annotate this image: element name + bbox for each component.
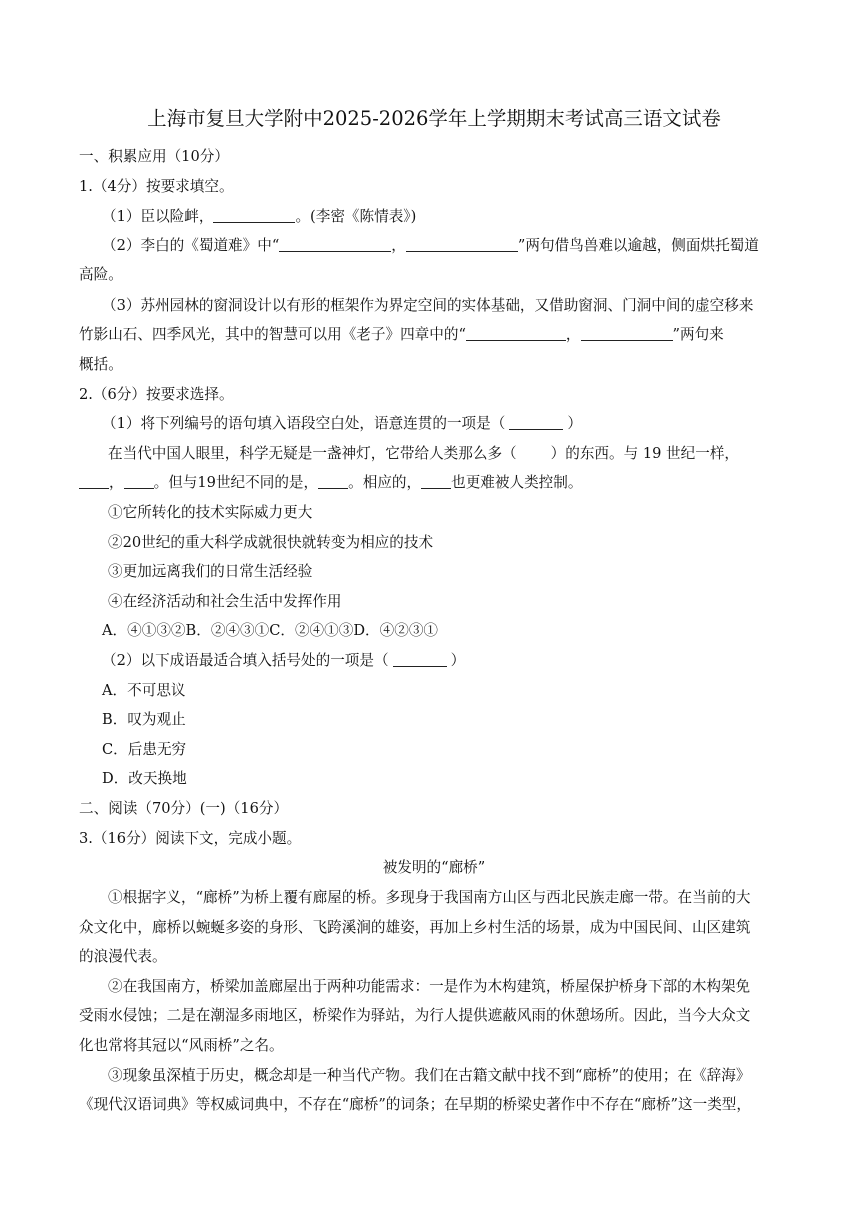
passage-text: 也更难被人类控制。 (451, 474, 583, 491)
passage-text: 。相应的， (348, 474, 422, 491)
question-2-stem: 2.（6分）按要求选择。 (79, 386, 234, 403)
choice-a: A．不可思议 (102, 682, 186, 699)
sentence-option-2: ②20世纪的重大科学成就很快就转变为相应的技术 (108, 534, 434, 551)
question-3-stem: 3.（16分）阅读下文，完成小题。 (79, 830, 302, 847)
answer-blank[interactable] (213, 208, 295, 223)
article-p1-line-1: ①根据字义，“廊桥”为桥上覆有廊屋的桥。多现身于我国南方山区与西北民族走廊一带。在当前的大 (108, 889, 751, 906)
sentence-blank[interactable] (124, 474, 154, 489)
choice-b: B．叹为观止 (102, 711, 186, 728)
article-p3-line-1: ③现象虽深植于历史，概念却是一种当代产物。我们在古籍文献中找不到“廊桥”的使用；在《辞海》 (108, 1067, 751, 1084)
answer-blank[interactable] (509, 415, 563, 430)
sentence-option-1: ①它所转化的技术实际威力更大 (108, 504, 313, 521)
article-p1-line-3: 的浪漫代表。 (79, 948, 167, 965)
sentence-option-4: ④在经济活动和社会生活中发挥作用 (108, 593, 342, 610)
article-title: 被发明的“廊桥” (382, 859, 486, 876)
passage-text: ， (109, 474, 124, 491)
answer-blank[interactable] (279, 237, 391, 252)
choice-d: D．改天换地 (102, 770, 187, 787)
answer-blank[interactable] (393, 652, 447, 667)
question-2-part-1-text: （1）将下列编号的语句填入语段空白处，语意连贯的一项是（ (102, 415, 506, 432)
article-p2-line-3: 化也常将其冠以“风雨桥”之名。 (79, 1037, 284, 1054)
answer-choices-row: A．④①③②B．②④③①C．②④①③D．④②③① (102, 622, 439, 639)
question-2-part-2-text: （2）以下成语最适合填入括号处的一项是（ (102, 652, 389, 669)
question-1-part-3-text: 竹影山石、四季风光，其中的智慧可以用《老子》四章中的“ (79, 326, 466, 343)
question-1-part-3-line-1: （3）苏州园林的窗洞设计以有形的框架作为界定空间的实体基础，又借助窗洞、门洞中间的虚空移来 (102, 297, 754, 314)
question-1-part-2 (102, 236, 759, 256)
passage-text: 。但与19世纪不同的是， (153, 474, 319, 491)
sentence-blank[interactable] (79, 474, 109, 489)
passage-line-1 (108, 444, 739, 464)
question-1-part-2-tail: ”两句借鸟兽难以逾越，侧面烘托蜀道 (517, 237, 759, 254)
question-1-part-3-line-3: 概括。 (79, 356, 123, 373)
closing-paren: ） (567, 415, 582, 432)
passage-line-2 (79, 473, 582, 493)
sentence-option-3: ③更加远离我们的日常生活经验 (108, 563, 313, 580)
passage-text: 在当代中国人眼里，科学无疑是一盏神灯，它带给人类那么多（ (108, 445, 517, 462)
section-heading-1: 一、积累应用（10分） (79, 148, 229, 165)
question-1-part-2-text: （2）李白的《蜀道难》中“ (102, 237, 280, 254)
question-1-part-3-line-2 (79, 325, 724, 345)
closing-paren: ） (450, 652, 466, 669)
answer-blank[interactable] (581, 326, 673, 341)
answer-blank[interactable] (466, 326, 566, 341)
article-p1-line-2: 众文化中，廊桥以蜿蜒多姿的身形、飞跨溪涧的雄姿，再加上乡村生活的场景，成为中国民间、山区建筑 (79, 919, 751, 936)
question-2-part-1 (102, 414, 582, 434)
article-p3-line-2: 《现代汉语词典》等权威词典中，不存在“廊桥”的词条；在早期的桥梁史著作中不存在“廊桥”这一类型， (79, 1096, 751, 1113)
question-1-part-2-line-2: 高险。 (79, 266, 123, 283)
question-1-stem: 1.（4分）按要求填空。 (79, 178, 234, 195)
question-2-part-2 (102, 651, 465, 671)
question-1-part-1-text: （1）臣以险衅， (102, 208, 214, 225)
article-p2-line-1: ②在我国南方，桥梁加盖廊屋出于两种功能需求：一是作为木构建筑，桥屋保护桥身下部的木构架免 (108, 978, 751, 995)
section-heading-2: 二、阅读（70分）(一)（16分） (79, 800, 289, 817)
question-1-part-1 (102, 207, 416, 227)
answer-blank[interactable] (406, 237, 518, 252)
sentence-blank[interactable] (421, 474, 451, 489)
sentence-blank[interactable] (318, 474, 348, 489)
article-p2-line-2: 受雨水侵蚀；二是在潮湿多雨地区，桥梁作为驿站，为行人提供遮蔽风雨的休憩场所。因此，当今大众文 (79, 1007, 751, 1024)
choice-c: C．后患无穷 (102, 741, 187, 758)
passage-text-tail: ）的东西。与 19 世纪一样， (550, 445, 740, 462)
comma: ， (565, 326, 581, 343)
comma: ， (391, 237, 406, 254)
question-1-part-3-tail: ”两句来 (672, 326, 724, 343)
page-title: 上海市复旦大学附中2025-2026学年上学期期末考试高三语文试卷 (147, 107, 721, 130)
question-1-part-1-source: 。(李密《陈情表》) (295, 208, 417, 225)
